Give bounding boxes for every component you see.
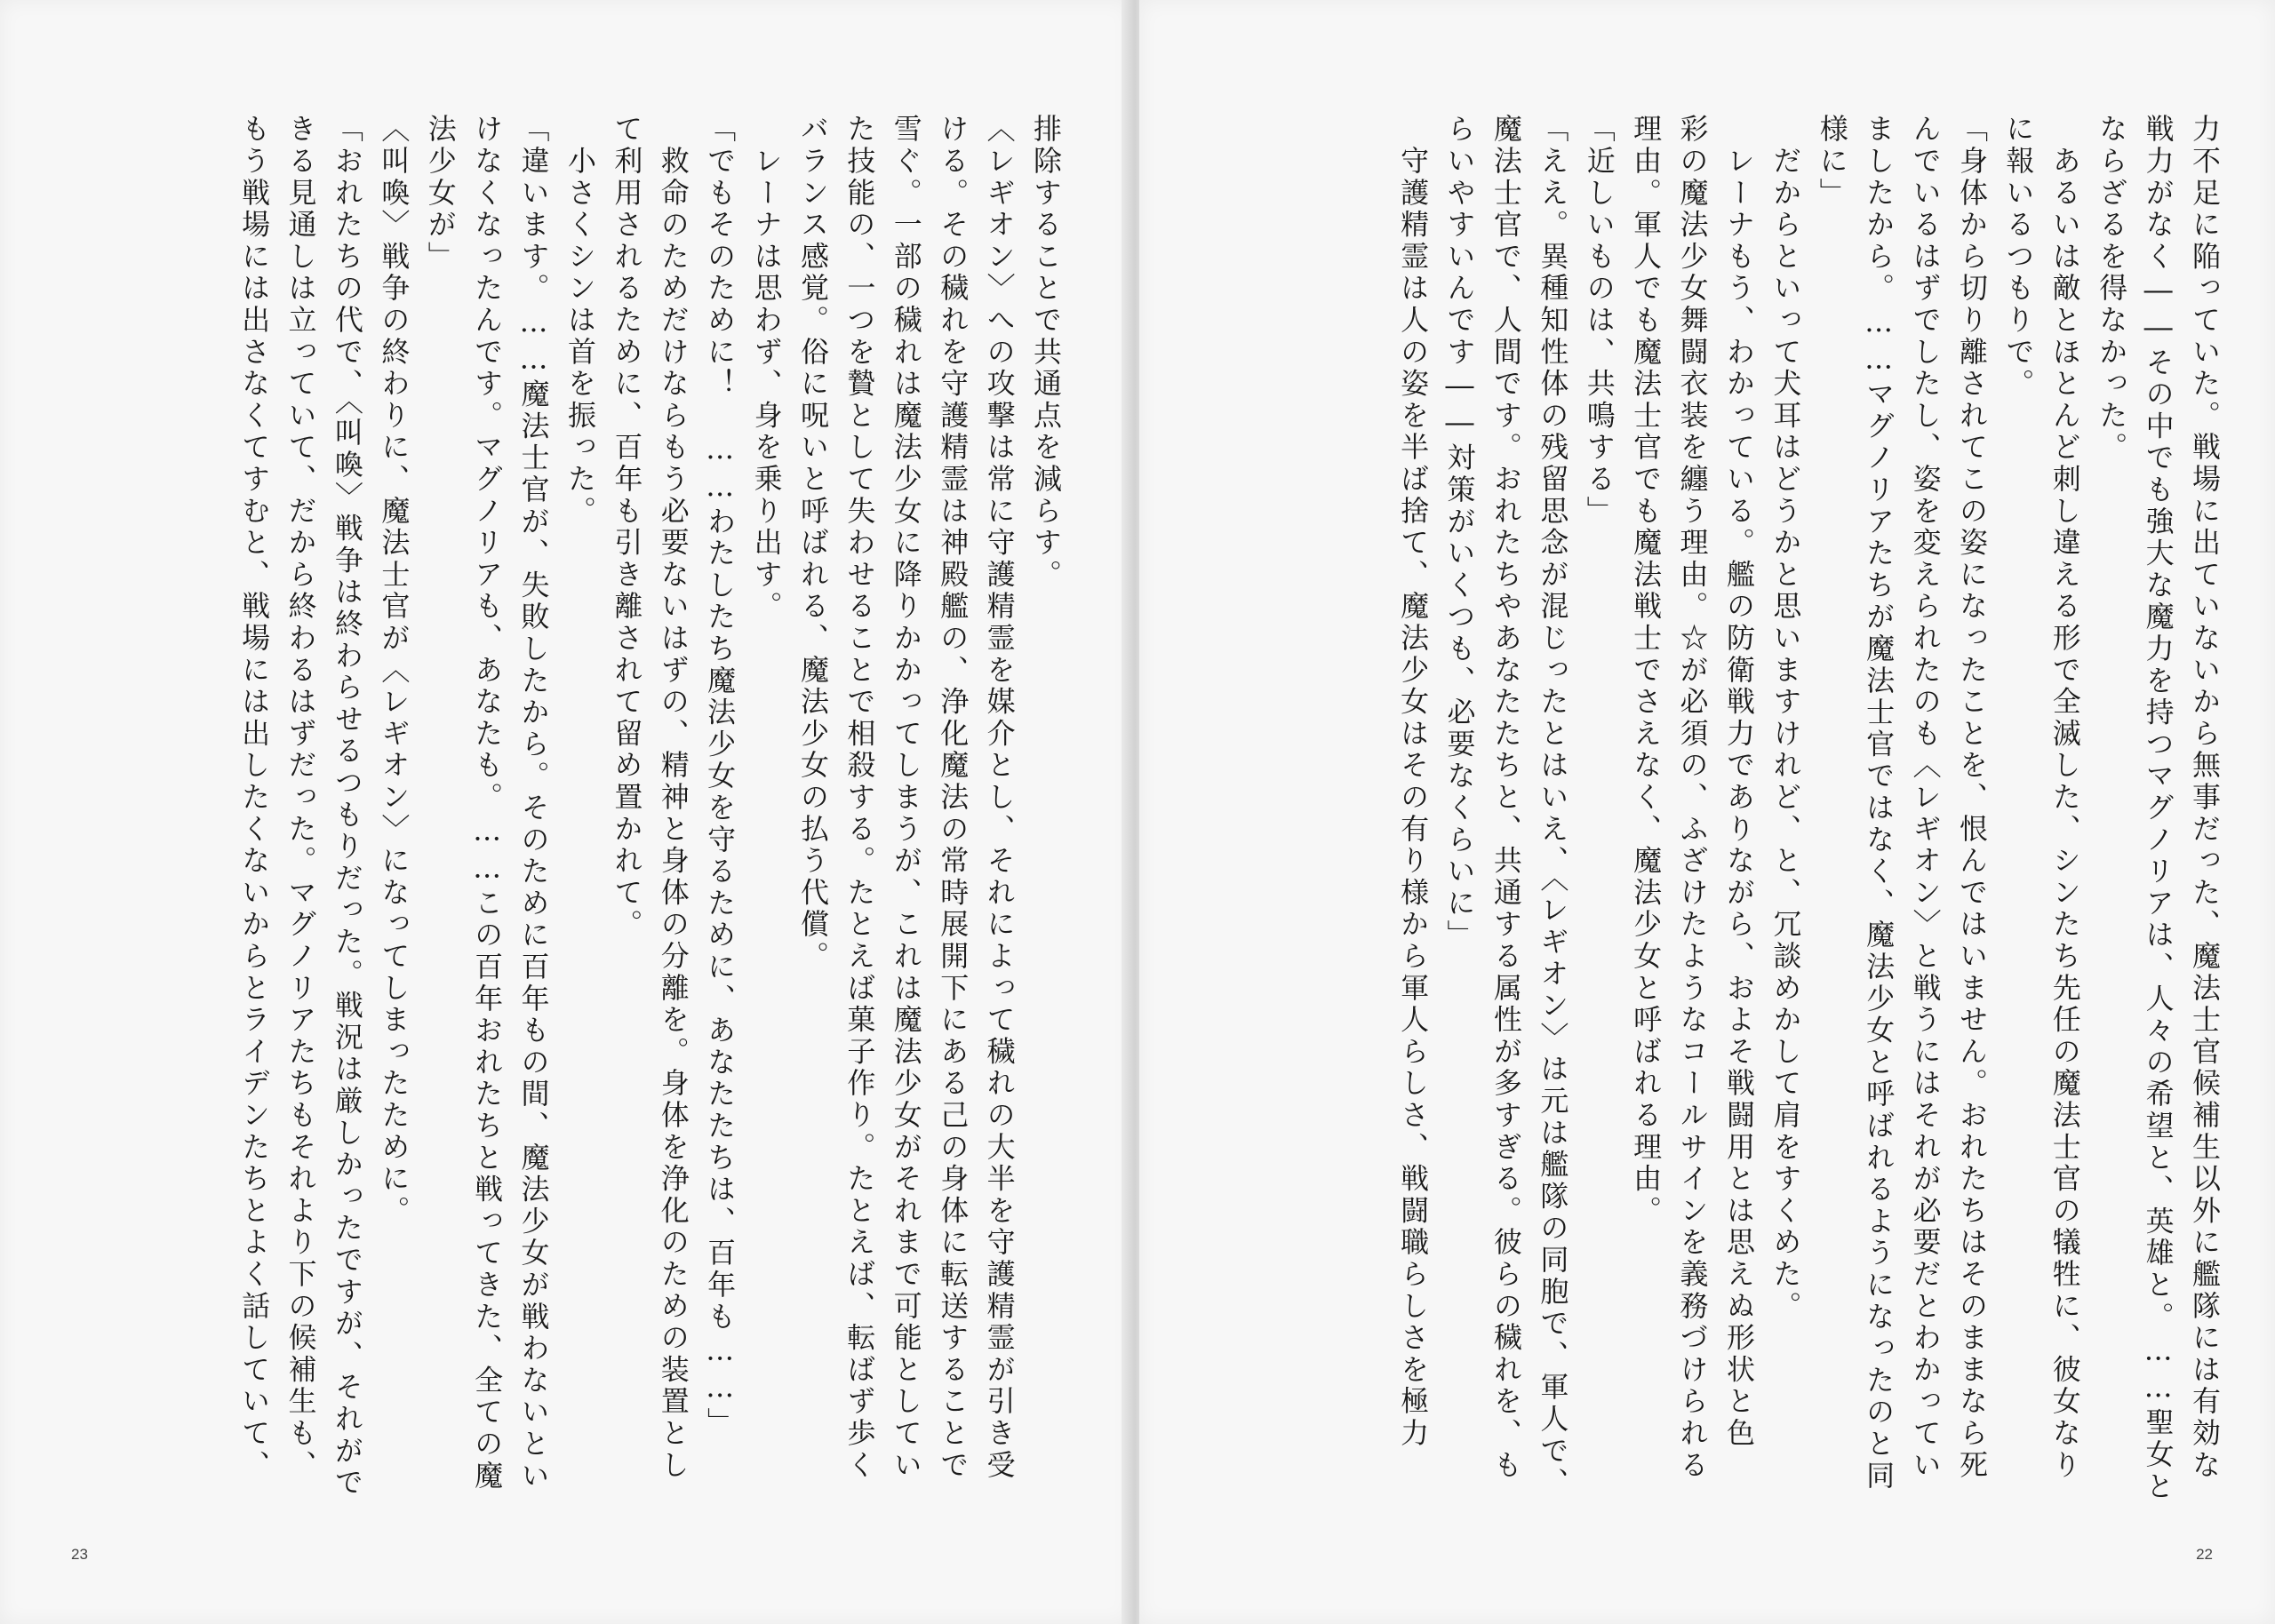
text-line: 「でもそのために！ ……わたしたち魔法少女を守るために、あなたたちは、百年も……」 — [703, 114, 738, 1439]
text-line: 雪ぐ。一部の穢れは魔法少女に降りかかってしまうが、これは魔法少女がそれまで可能としてい — [889, 114, 923, 1482]
text-line: レーナもう、わかっている。艦の防衛戦力でありながら、およそ戦闘用とは思えぬ形状と色 — [1721, 114, 1756, 1450]
page-number: 22 — [2196, 1546, 2213, 1563]
text-line: 「身体から切り離されてこの姿になったことを、恨んではいません。おれたちはそのままなら死 — [1954, 114, 1989, 1482]
text-line: 小さくシンは首を振った。 — [563, 114, 597, 528]
text-line: 戦力がなく――その中でも強大な魔力を持つマグノリアは、人々の希望と、英雄と。……聖女と — [2141, 114, 2175, 1503]
text-line: あるいは敵とほとんど刺し違える形で全滅した、シンたち先任の魔法士官の犠牲に、彼女なり — [2048, 114, 2082, 1482]
text-line: に報いるつもりで。 — [2001, 114, 2036, 401]
text-line: 「おれたちの代で、〈叫喚〉戦争は終わらせるつもりだった。戦況は厳しかったですが、それがで — [330, 114, 364, 1500]
text-line: らいやすいんです――対策がいくつも、必要なくらいに」 — [1442, 114, 1477, 951]
text-line: レーナは思わず、身を乗り出す。 — [749, 114, 784, 623]
text-line: 魔法士官で、人間です。おれたちやあなたたちと、共通する属性が多すぎる。彼らの穢れを、も — [1489, 114, 1523, 1482]
text-line: 「近しいものは、共鳴する」 — [1582, 114, 1616, 528]
left-page — [0, 0, 1130, 1624]
right-page — [1139, 0, 2275, 1624]
text-line: 力不足に陥っていた。戦場に出ていないから無事だった、魔法士官候補生以外に艦隊には有効な — [2188, 114, 2222, 1482]
text-line: 〈叫喚〉戦争の終わりに、魔法士官が〈レギオン〉になってしまったために。 — [377, 114, 411, 1227]
text-line: て利用されるために、百年も引き離されて留め置かれて。 — [610, 114, 644, 941]
text-line: 彩の魔法少女舞闘衣装を纏う理由。☆が必須の、ふざけたようなコールサインを義務づけられる — [1675, 114, 1710, 1482]
text-line: 「違います。……魔法士官が、失敗したから。そのために百年もの間、魔法少女が戦わないとい — [516, 114, 551, 1493]
text-line: 「ええ。異種知性体の残留思念が混じったとはいえ、〈レギオン〉は元は艦隊の同胞で、軍人で、 — [1536, 114, 1570, 1500]
text-line: ならざるを得なかった。 — [2095, 114, 2129, 464]
text-line: んでいるはずでしたし、姿を変えられたのも〈レギオン〉と戦うにはそれが必要だとわかってい — [1908, 114, 1943, 1482]
text-line: 法少女が」 — [423, 114, 458, 273]
page-number: 23 — [71, 1546, 88, 1563]
text-line: 救命のためだけならもう必要ないはずの、精神と身体の分離を。身体を浄化のための装置とし — [656, 114, 690, 1482]
text-line: た技能の、一つを贄として失わせることで相殺する。たとえば菓子作り。たとえば、転ばず歩く — [842, 114, 877, 1482]
text-line: 排除することで共通点を減らす。 — [1029, 114, 1063, 591]
text-line: だからといって犬耳はどうかと思いますけれど、と、冗談めかして肩をすくめた。 — [1768, 114, 1803, 1323]
text-line: 〈レギオン〉への攻撃は常に守護精霊を媒介とし、それによって穢れの大半を守護精霊が引き受 — [982, 114, 1017, 1482]
text-line: もう戦場には出さなくてすむと、戦場には出したくないからとライデンたちとよく話していて、 — [237, 114, 272, 1482]
text-line: ましたから。……マグノリアたちが魔法士官ではなく、魔法少女と呼ばれるようになったのと同 — [1862, 114, 1896, 1493]
text-line: 理由。軍人でも魔法士官でも魔法戦士でさえなく、魔法少女と呼ばれる理由。 — [1629, 114, 1664, 1227]
text-line: ける。その穢れを守護精霊は神殿艦の、浄化魔法の常時展開下にある己の身体に転送することで — [936, 114, 970, 1482]
text-line: 守護精霊は人の姿を半ば捨て、魔法少女はその有り様から軍人らしさ、戦闘職らしさを極力 — [1396, 114, 1431, 1450]
text-line: けなくなったんです。マグノリアも、あなたも。……この百年おれたちと戦ってきた、全ての魔 — [470, 114, 505, 1493]
text-line: バランス感覚。俗に呪いと呼ばれる、魔法少女の払う代償。 — [795, 114, 830, 973]
right-page-text — [1210, 114, 2228, 1553]
left-page-text — [96, 114, 1069, 1553]
text-line: きる見通しは立っていて、だから終わるはずだった。マグノリアたちもそれより下の候補生も、 — [283, 114, 318, 1482]
text-line: 様に」 — [1815, 114, 1849, 210]
